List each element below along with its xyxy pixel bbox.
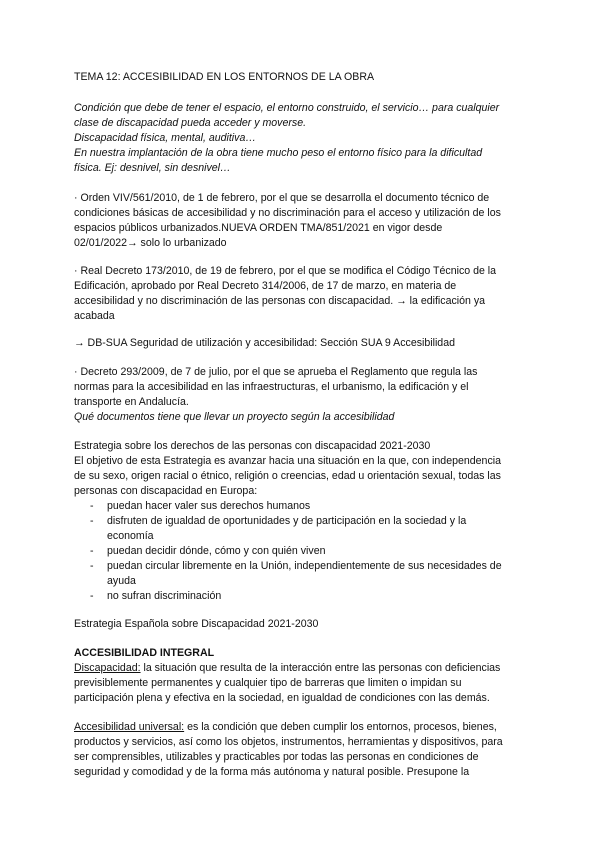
real-decreto-line: Edificación, aprobado por Real Decreto 314/2006, de 17 de marzo, en materia de: [74, 280, 457, 292]
real-decreto-line: accesibilidad y no discriminación de las personas con discapacidad. → la edificación ya: [74, 295, 486, 307]
decreto-line: normas para la accesibilidad en las infraestructuras, el urbanismo, la edificación y el: [74, 381, 469, 393]
bullet-item: puedan decidir dónde, cómo y con quién viven: [107, 545, 326, 557]
estrategia-espanola: Estrategia Española sobre Discapacidad 2021-2030: [74, 618, 319, 630]
orden-line: condiciones básicas de accesibilidad y no discriminación para el acceso y utilización de los: [74, 207, 501, 219]
decreto-line: transporte en Andalucía.: [74, 396, 189, 408]
intro-line: Discapacidad física, mental, auditiva…: [74, 132, 256, 144]
section-heading: ACCESIBILIDAD INTEGRAL: [74, 647, 215, 659]
decreto-question: Qué documentos tiene que llevar un proyecto según la accesibilidad: [74, 411, 395, 423]
orden-line: espacios públicos urbanizados.NUEVA ORDEN TMA/851/2021 en vigor desde: [74, 222, 443, 234]
orden-line: · Orden VIV/561/2010, de 1 de febrero, por el que se desarrolla el documento técnico de: [74, 192, 490, 204]
bullet-marker: -: [90, 500, 94, 512]
real-decreto-line: acabada: [74, 310, 115, 322]
bullet-marker: -: [90, 560, 94, 572]
intro-line: Condición que debe de tener el espacio, el entorno construido, el servicio… para cualquier: [74, 102, 500, 114]
estrategia-title: Estrategia sobre los derechos de las personas con discapacidad 2021-2030: [74, 440, 431, 452]
universal-line: ser comprensibles, utilizables y practicables por todas las personas en condiciones de: [74, 751, 479, 763]
estrategia-body-line: de su sexo, origen racial o étnico, religión o creencias, edad u orientación sexual, todas las: [74, 470, 501, 482]
bullet-marker: -: [90, 515, 94, 527]
estrategia-body-line: personas con discapacidad en Europa:: [74, 485, 258, 497]
discapacidad-line: previsiblemente permanentes y cualquier tipo de barreras que limiten o impidan su: [74, 677, 462, 689]
discapacidad-line: participación plena y efectiva en la sociedad, en igualdad de condiciones con las demás.: [74, 692, 490, 704]
db-sua-line: → DB-SUA Seguridad de utilización y accesibilidad: Sección SUA 9 Accesibilidad: [74, 337, 455, 349]
decreto-line: · Decreto 293/2009, de 7 de julio, por el que se aprueba el Reglamento que regula las: [74, 366, 478, 378]
discapacidad-term: Discapacidad:: [74, 662, 141, 674]
intro-line: En nuestra implantación de la obra tiene mucho peso el entorno físico para la dificultad: [74, 147, 483, 159]
page-title: TEMA 12: ACCESIBILIDAD EN LOS ENTORNOS DE LA OBRA: [74, 71, 375, 83]
universal-text: es la condición que deben cumplir los entornos, procesos, bienes,: [184, 721, 497, 733]
discapacidad-text: la situación que resulta de la interacción entre las personas con deficiencias: [140, 662, 501, 674]
bullet-marker: -: [90, 590, 94, 602]
bullet-marker: -: [90, 545, 94, 557]
bullet-item: puedan circular libremente en la Unión, independientemente de sus necesidades de: [107, 560, 502, 572]
bullet-item-continuation: ayuda: [107, 575, 136, 587]
universal-term: Accesibilidad universal:: [74, 721, 185, 733]
discapacidad-definition: [74, 661, 500, 676]
orden-line: 02/01/2022→ solo lo urbanizado: [74, 237, 227, 249]
bullet-item: no sufran discriminación: [107, 590, 222, 602]
bullet-item-continuation: economía: [107, 530, 154, 542]
bullet-item: puedan hacer valer sus derechos humanos: [107, 500, 311, 512]
intro-line: física. Ej: desnivel, sin desnivel…: [74, 162, 231, 174]
universal-definition: [74, 720, 497, 735]
real-decreto-line: · Real Decreto 173/2010, de 19 de febrero, por el que se modifica el Código Técnico de la: [74, 265, 497, 277]
universal-line: productos y servicios, así como los objetos, instrumentos, herramientas y dispositivos, para: [74, 736, 503, 748]
bullet-item: disfruten de igualdad de oportunidades y de participación en la sociedad y la: [107, 515, 467, 527]
estrategia-body-line: El objetivo de esta Estrategia es avanzar hacia una situación en la que, con independencia: [74, 455, 501, 467]
universal-line: seguridad y comodidad y de la forma más autónoma y natural posible. Presupone la: [74, 766, 470, 778]
intro-line: clase de discapacidad pueda acceder y moverse.: [74, 117, 307, 129]
